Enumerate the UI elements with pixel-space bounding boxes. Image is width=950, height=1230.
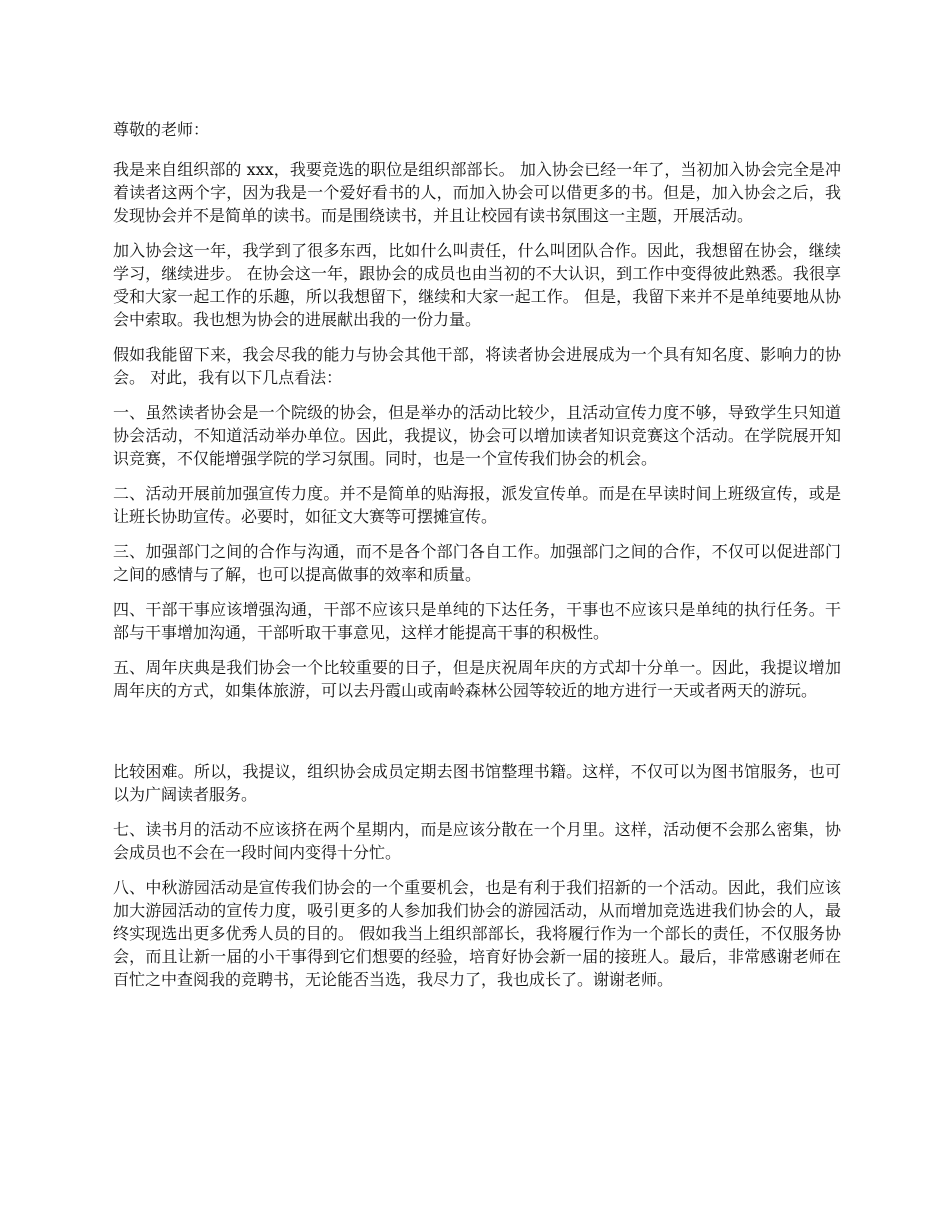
- paragraph-point-1: 一、虽然读者协会是一个院级的协会，但是举办的活动比较少，且活动宣传力度不够，导致学生只知道协会活动，不知道活动举办单位。因此，我提议，协会可以增加读者知识竞赛这个活动。在学院展开知识竞赛，不仅能增强学院的学习氛围。同时，也是一个宣传我们协会的机会。: [113, 403, 841, 468]
- paragraph-point-5: 五、周年庆典是我们协会一个比较重要的日子，但是庆祝周年庆的方式却十分单一。因此，我提议增加周年庆的方式，如集体旅游，可以去丹霞山或南岭森林公园等较近的地方进行一天或者两天的游玩。: [113, 658, 841, 700]
- paragraph-intro: 我是来自组织部的 xxx，我要竞选的职位是组织部部长。 加入协会已经一年了，当初加入协会完全是冲着读者这两个字，因为我是一个爱好看书的人，而加入协会可以借更多的书。但是，加入协会之后，我发现协会并不是简单的读书。而是围绕读书，并且让校园有读书氛围这一主题，开展活动。: [113, 160, 841, 225]
- page-gap: [113, 714, 841, 760]
- salutation: 尊敬的老师：: [113, 120, 210, 139]
- document-page: [113, 118, 841, 1003]
- paragraph-point-2: 二、活动开展前加强宣传力度。并不是简单的贴海报，派发宣传单。而是在早读时间上班级宣传，或是让班长协助宣传。必要时，如征文大赛等可摆摊宣传。: [113, 484, 841, 526]
- paragraph-year-in-association: 加入协会这一年，我学到了很多东西，比如什么叫责任，什么叫团队合作。因此，我想留在协会，继续学习，继续进步。 在协会这一年，跟协会的成员也由当初的不大认识，到工作中变得彼此熟悉。我很享受和大家一起工作的乐趣，所以我想留下，继续和大家一起工作。 但是，我留下来并不是单纯要地从协会中索取。我也想为协会的进展献出我的一份力量。: [113, 241, 841, 329]
- paragraph-point-8-closing: 八、中秋游园活动是宣传我们协会的一个重要机会，也是有利于我们招新的一个活动。因此，我们应该加大游园活动的宣传力度，吸引更多的人参加我们协会的游园活动，从而增加竞选进我们协会的人，最终实现选出更多优秀人员的目的。 假如我当上组织部部长，我将履行作为一个部长的责任，不仅服务协会，而且让新一届的小干事得到它们想要的经验，培育好协会新一届的接班人。最后，非常感谢老师在百忙之中查阅我的竞聘书，无论能否当选，我尽力了，我也成长了。谢谢老师。: [113, 878, 841, 989]
- paragraph-point-6-continued: 比较困难。所以，我提议，组织协会成员定期去图书馆整理书籍。这样，不仅可以为图书馆服务，也可以为广阔读者服务。: [113, 762, 841, 804]
- paragraph-point-3: 三、加强部门之间的合作与沟通，而不是各个部门各自工作。加强部门之间的合作，不仅可以促进部门之间的感情与了解，也可以提高做事的效率和质量。: [113, 542, 841, 584]
- paragraph-point-4: 四、干部干事应该增强沟通，干部不应该只是单纯的下达任务，干事也不应该只是单纯的执行任务。干部与干事增加沟通，干部听取干事意见，这样才能提高干事的积极性。: [113, 600, 841, 642]
- paragraph-point-7: 七、读书月的活动不应该挤在两个星期内，而是应该分散在一个月里。这样，活动便不会那么密集，协会成员也不会在一段时间内变得十分忙。: [113, 820, 841, 862]
- paragraph-plan: 假如我能留下来，我会尽我的能力与协会其他干部，将读者协会进展成为一个具有知名度、影响力的协会。 对此，我有以下几点看法：: [113, 345, 841, 387]
